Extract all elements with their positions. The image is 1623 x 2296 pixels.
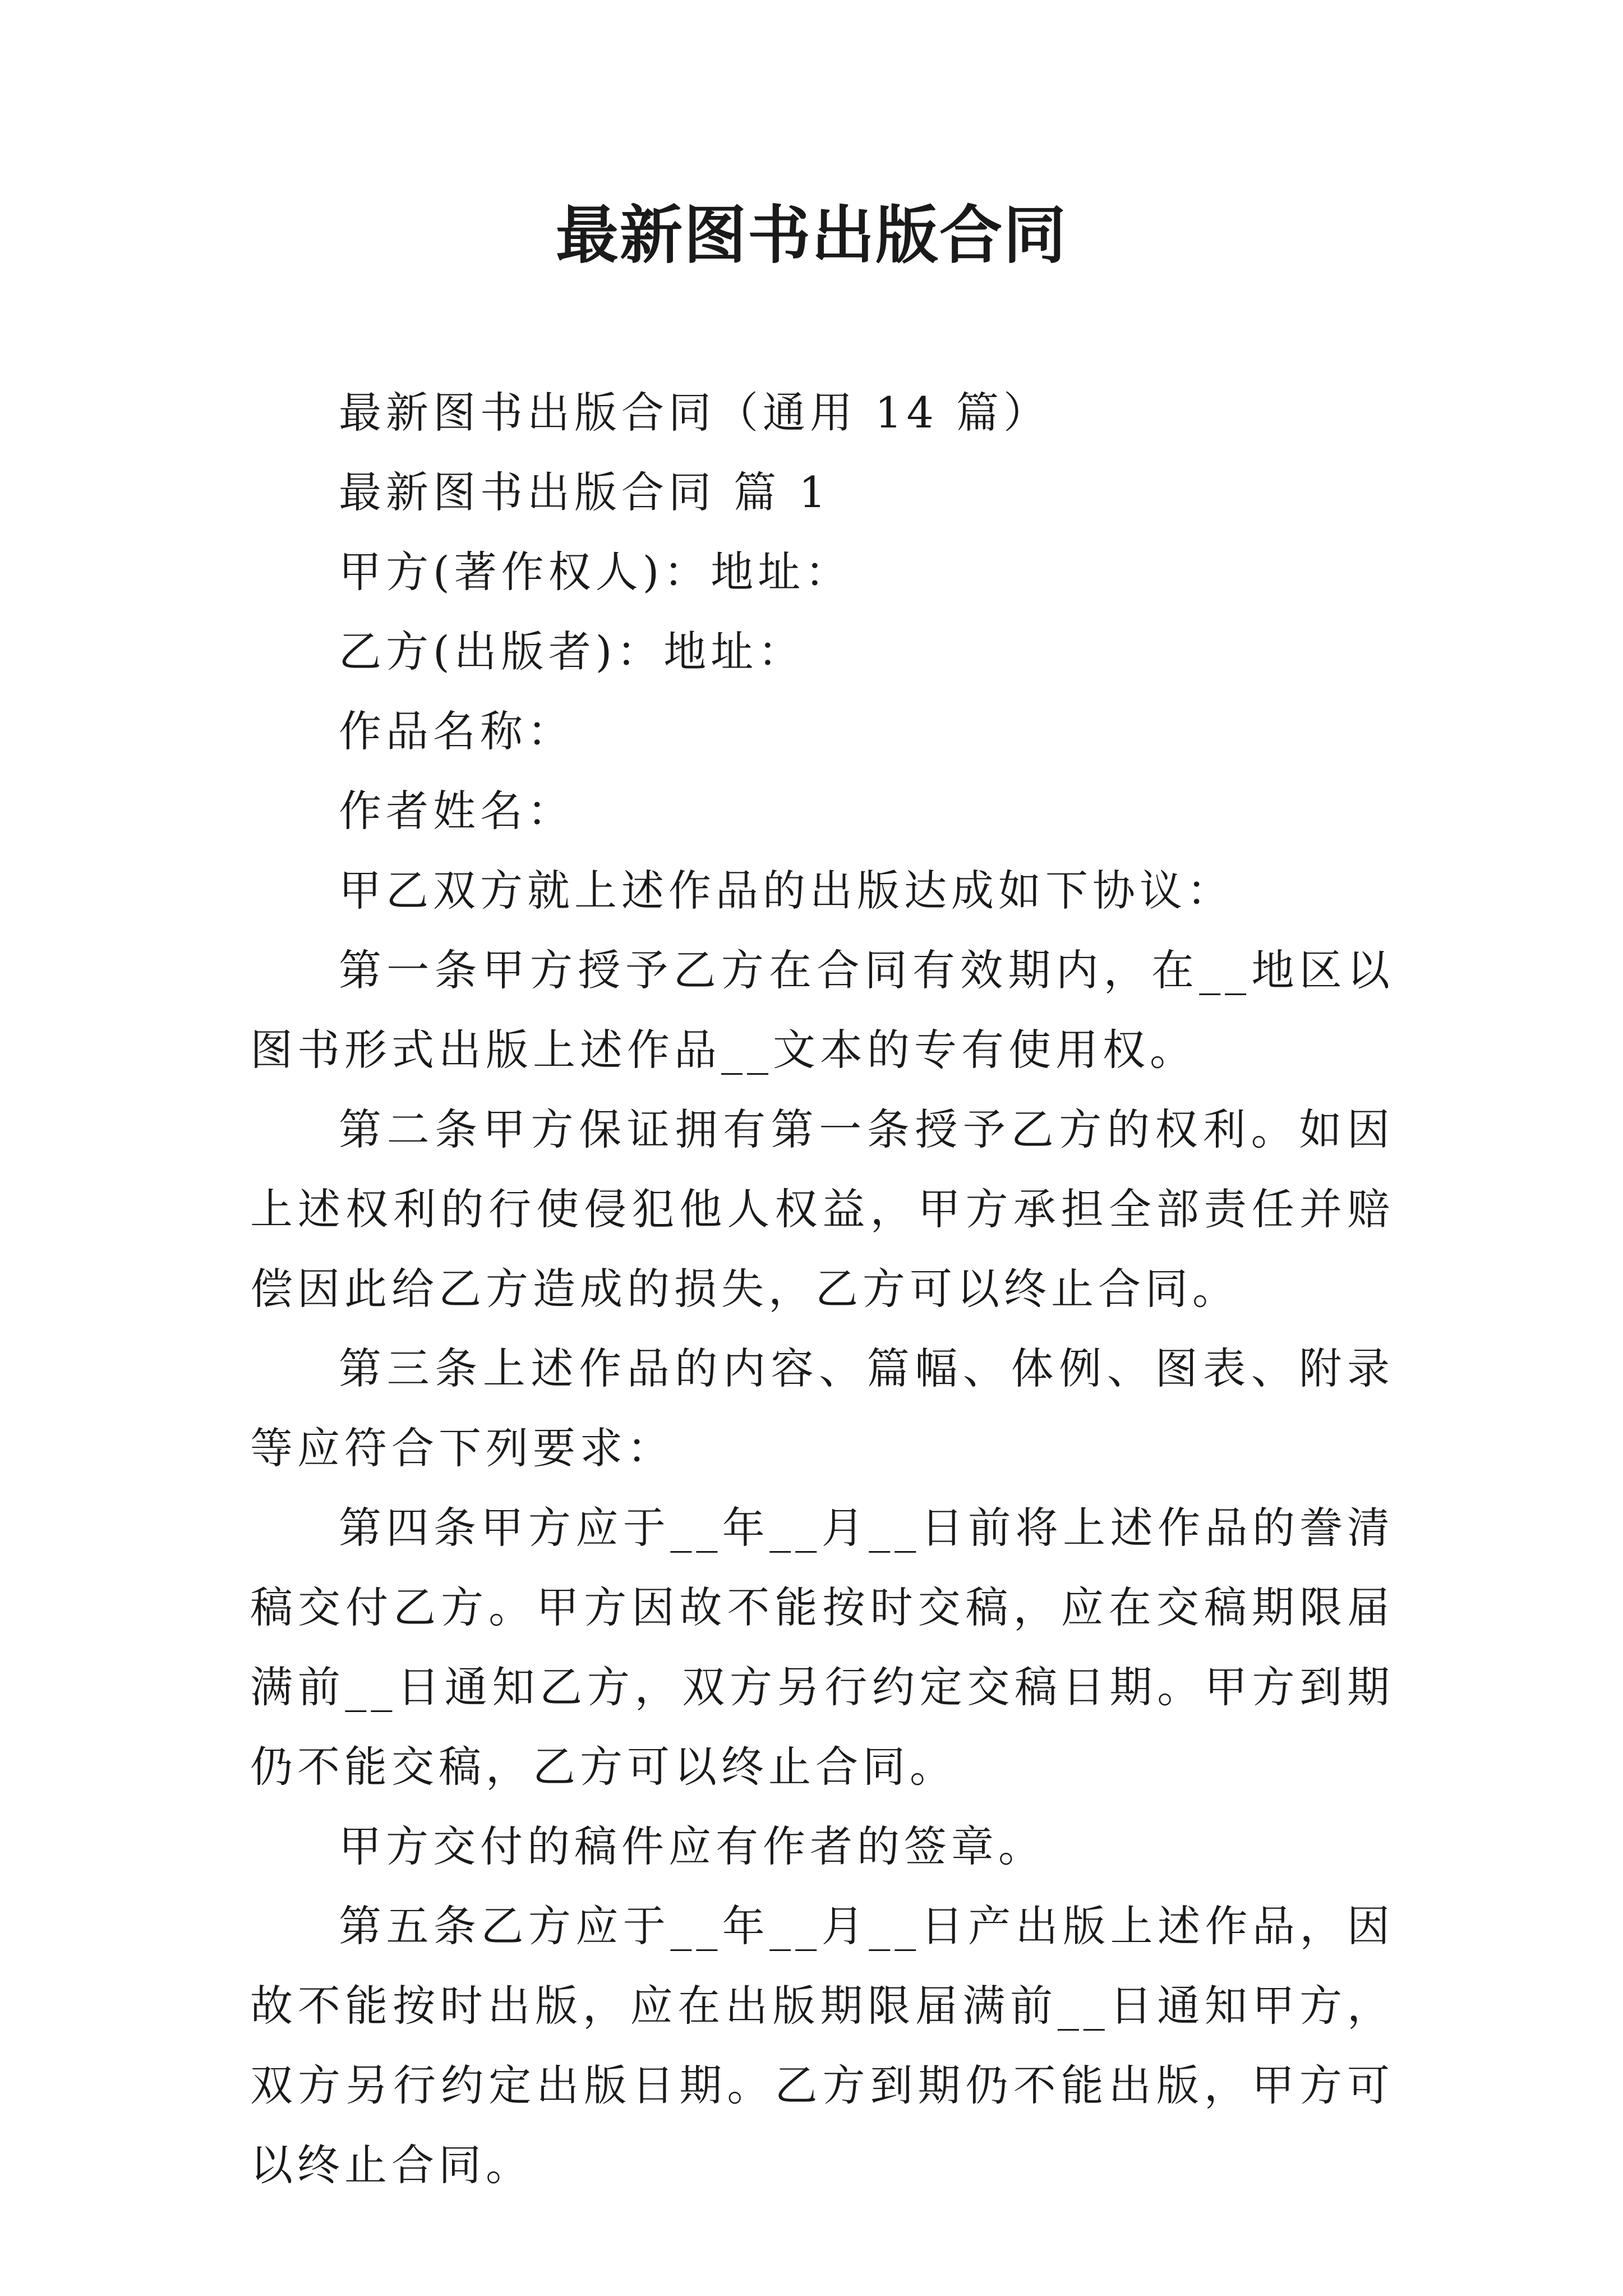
paragraph-agreement-intro: 甲乙双方就上述作品的出版达成如下协议： — [339, 866, 1234, 915]
document-body — [250, 373, 1394, 2205]
paragraph-party-b: 乙方(出版者)：地址： — [339, 627, 805, 677]
paragraph-article-3: 第三条上述作品的内容、篇幅、体例、图表、附录等应符合下列要求： — [250, 1343, 1394, 1473]
paragraph-section-heading: 最新图书出版合同 篇 1 — [339, 467, 831, 517]
paragraph-work-title: 作品名称： — [339, 706, 574, 756]
paragraph-party-a: 甲方(著作权人)：地址： — [339, 547, 852, 597]
paragraph-signature-note: 甲方交付的稿件应有作者的签章。 — [339, 1821, 1045, 1871]
paragraph-article-1: 第一条甲方授予乙方在合同有效期内，在__地区以图书形式出版上述作品__文本的专有使用权。 — [250, 945, 1394, 1075]
paragraph-author-name: 作者姓名： — [339, 786, 574, 836]
document-title: 最新图书出版合同 — [556, 199, 1067, 272]
paragraph-article-4: 第四条甲方应于__年__月__日前将上述作品的誊清稿交付乙方。甲方因故不能按时交稿，应在交稿期限届满前__日通知乙方，双方另行约定交稿日期。甲方到期仍不能交稿，乙方可以终止合同。 — [250, 1503, 1394, 1792]
paragraph-article-2: 第二条甲方保证拥有第一条授予乙方的权利。如因上述权利的行使侵犯他人权益，甲方承担全部责任并赔偿因此给乙方造成的损失，乙方可以终止合同。 — [250, 1105, 1394, 1314]
paragraph-subtitle: 最新图书出版合同（通用 14 篇） — [339, 388, 1051, 438]
paragraph-article-5: 第五条乙方应于__年__月__日产出版上述作品，因故不能按时出版，应在出版期限届满前__日通知甲方，双方另行约定出版日期。乙方到期仍不能出版，甲方可以终止合同。 — [250, 1901, 1394, 2190]
